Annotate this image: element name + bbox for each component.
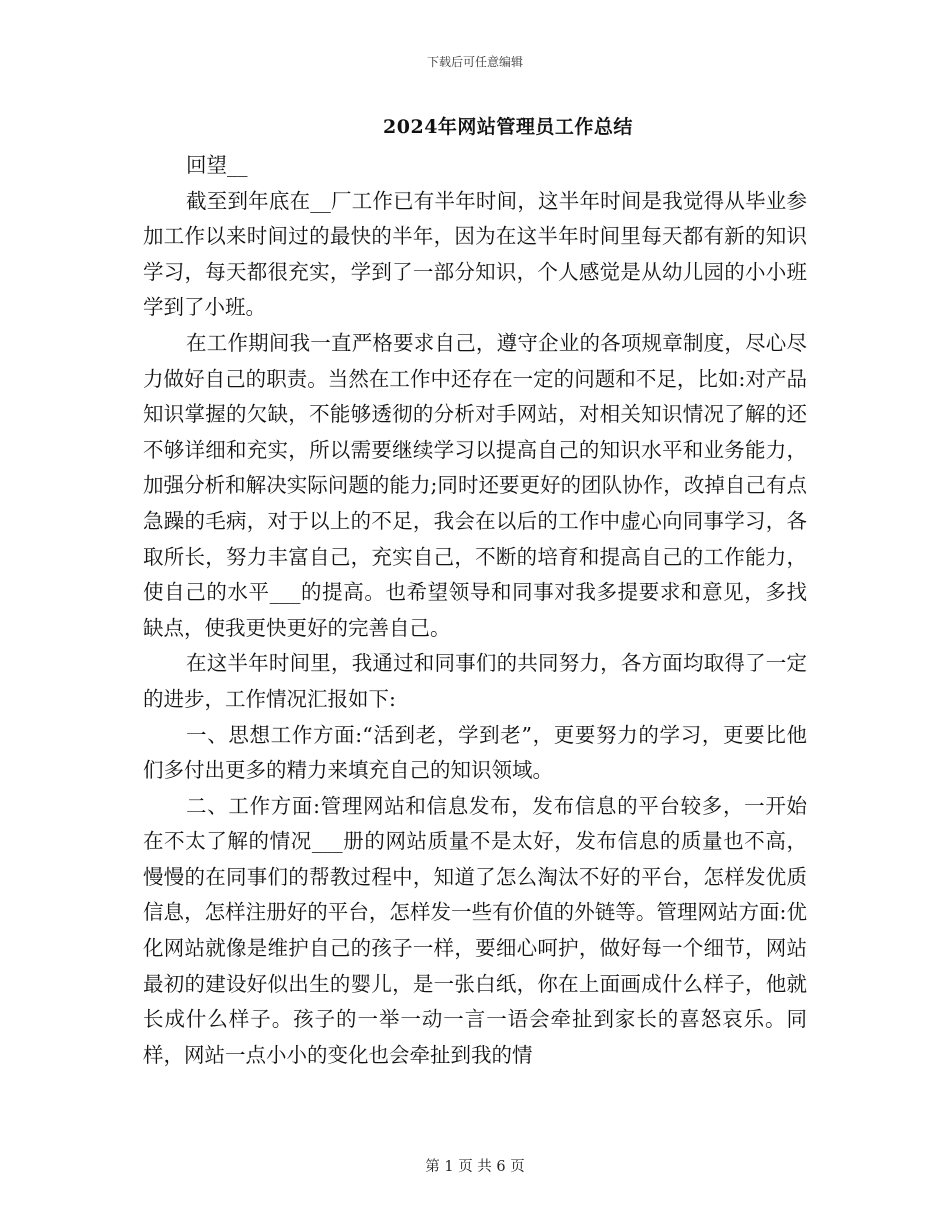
paragraph-progress-intro: 在这半年时间里，我通过和同事们的共同努力，各方面均取得了一定的进步，工作情况汇报如下: [143,651,807,711]
paragraph-introduction: 截至到年底在__厂工作已有半年时间，这半年时间是我觉得从毕业参加工作以来时间过的最快的半年，因为在这半年时间里每天都有新的知识学习，每天都很充实，学到了一部分知识，个人感觉是从幼儿园的小小班学到了小班。 [143,188,807,320]
paragraph-ideology: 一、思想工作方面:“活到老，学到老”，更要努力的学习，更要比他们多付出更多的精力来填充自己的知识领域。 [143,722,807,783]
page-number-footer: 第 1 页 共 6 页 [425,1159,525,1175]
document-body [143,148,807,1073]
document-title: 2024年网站管理员工作总结 [383,116,633,138]
page-header-note: 下载后可任意编辑 [426,55,523,69]
paragraph-opening: 回望__ [186,153,248,177]
paragraph-work: 二、工作方面:管理网站和信息发布，发布信息的平台较多，一开始在不太了解的情况___册的网站质量不是太好，发布信息的质量也不高，慢慢的在同事们的帮教过程中，知道了怎么淘汰不好的平台，怎样发优质信息，怎样注册好的平台，怎样发一些有价值的外链等。管理网站方面:优化网站就像是维护自己的孩子一样，要细心呵护，做好每一个细节，网站最初的建设好似出生的婴儿，是一张白纸，你在上面画成什么样子，他就长成什么样子。孩子的一举一动一言一语会牵扯到家长的喜怒哀乐。同样，网站一点小小的变化也会牵扯到我的情 [143,793,807,1067]
paragraph-self-assessment: 在工作期间我一直严格要求自己，遵守企业的各项规章制度，尽心尽力做好自己的职责。当然在工作中还存在一定的问题和不足，比如:对产品知识掌握的欠缺，不能够透彻的分析对手网站，对相关知识情况了解的还不够详细和充实，所以需要继续学习以提高自己的知识水平和业务能力，加强分析和解决实际问题的能力;同时还要更好的团队协作，改掉自己有点急躁的毛病，对于以上的不足，我会在以后的工作中虚心向同事学习，各取所长，努力丰富自己，充实自己，不断的培育和提高自己的工作能力，使自己的水平___的提高。也希望领导和同事对我多提要求和意见，多找缺点，使我更快更好的完善自己。 [143,330,807,640]
